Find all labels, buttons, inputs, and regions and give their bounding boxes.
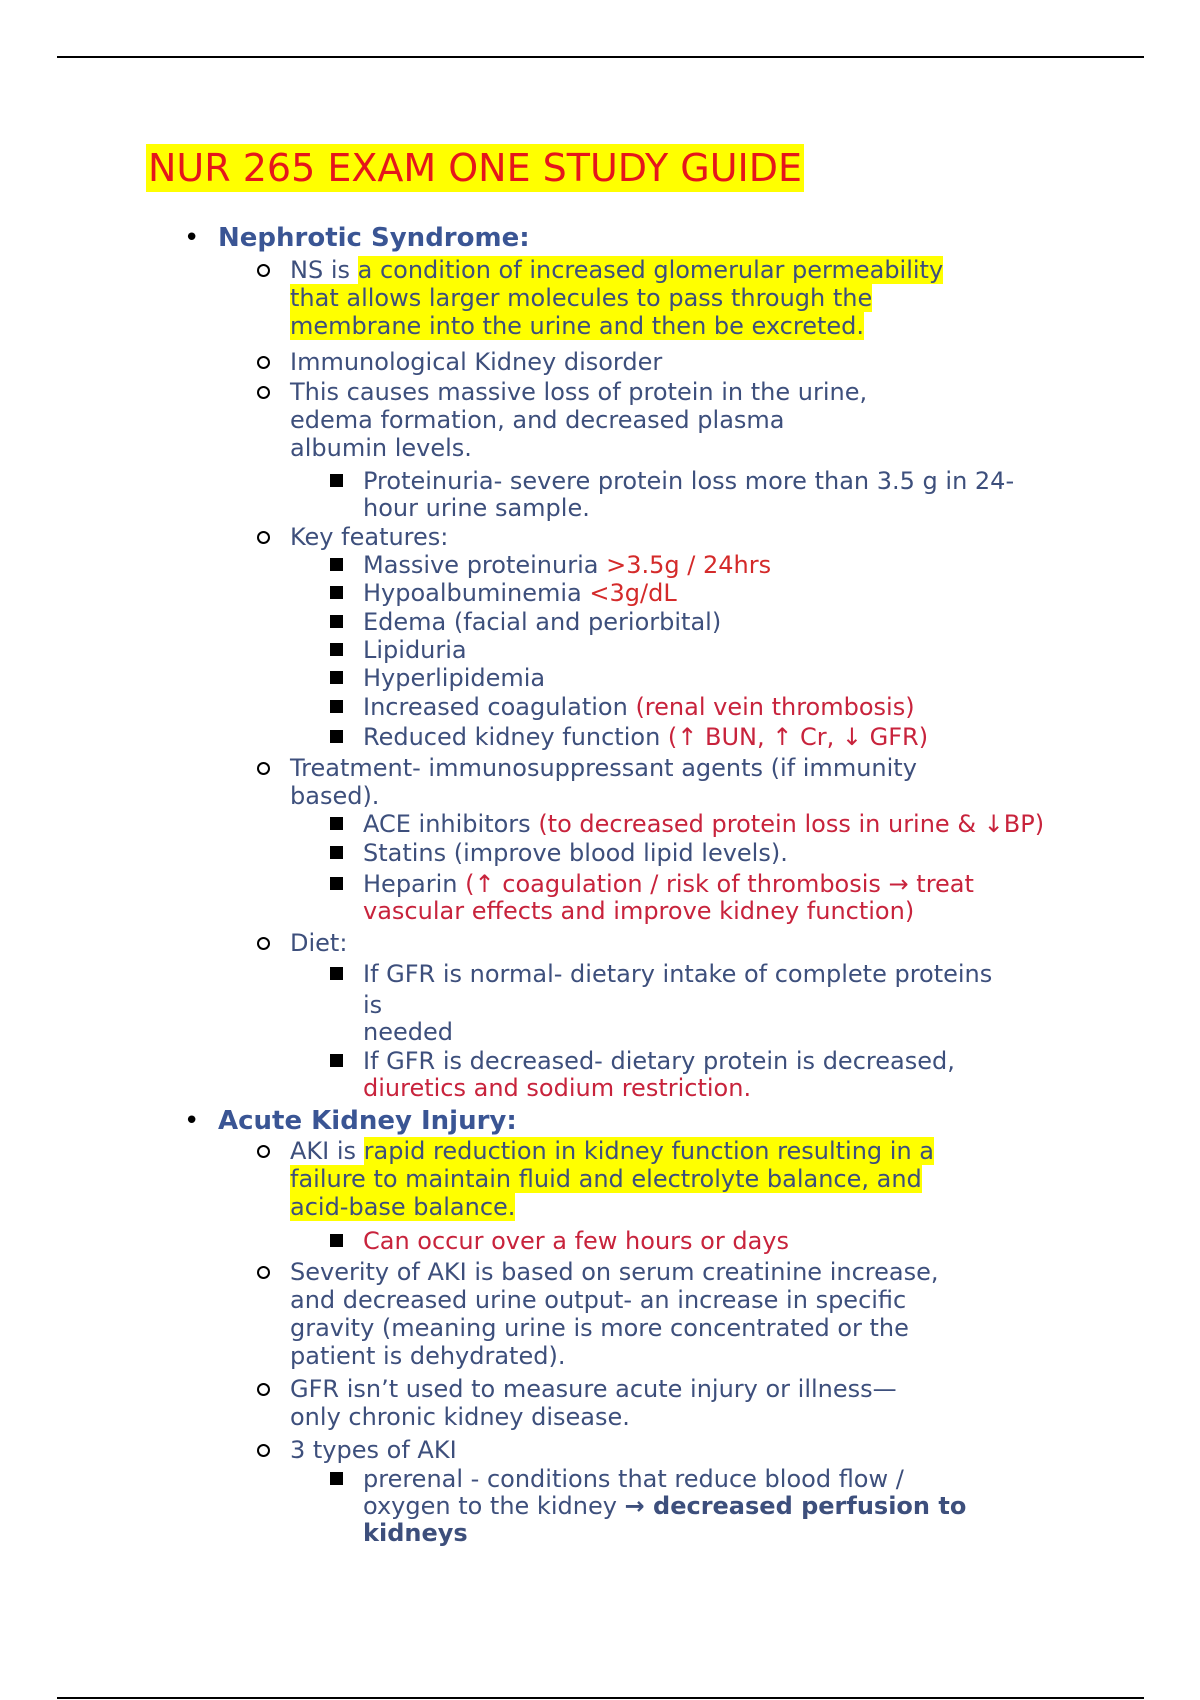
square-bullet-icon [330,1234,343,1247]
square-bullet-icon [330,1472,343,1485]
hollow-circle-bullet-icon [255,257,271,273]
square-bullet-icon [330,730,343,743]
ns-treatment: Treatment- immunosuppressant agents (if immunity based). [290,754,1090,810]
kf-edema: Edema (facial and periorbital) [363,609,1123,636]
ns-causes: This causes massive loss of protein in the urine, edema formation, and decreased plasma albumin levels. [290,378,1090,462]
treat-ace: ACE inhibitors (to decreased protein loss in urine & ↓BP) [363,811,1123,838]
square-bullet-icon [330,877,343,890]
square-bullet-icon [330,967,343,980]
ns-proteinuria: Proteinuria- severe protein loss more than 3.5 g in 24- hour urine sample. [363,468,1123,522]
kf-coagulation: Increased coagulation (renal vein thrombosis) [363,694,1123,721]
treat-heparin: Heparin (↑ coagulation / risk of thrombosis → treat vascular effects and improve kidney function) [363,871,1123,925]
square-bullet-icon [330,558,343,571]
kf-lipiduria: Lipiduria [363,637,1123,664]
hollow-circle-bullet-icon [255,379,271,395]
bottom-rule [57,1697,1144,1699]
top-rule [57,56,1144,58]
kf-hypoalbuminemia: Hypoalbuminemia <3g/dL [363,580,1123,607]
hollow-circle-bullet-icon [255,349,271,365]
aki-occur: Can occur over a few hours or days [363,1228,1123,1255]
section-heading-nephrotic: • Nephrotic Syndrome: [184,223,530,253]
kf-hyperlipidemia: Hyperlipidemia [363,665,1123,692]
bullet-icon: • [184,1106,200,1136]
aki-prerenal: prerenal - conditions that reduce blood flow / oxygen to the kidney → decreased perfusion to kidneys [363,1466,1123,1547]
square-bullet-icon [330,474,343,487]
square-bullet-icon [330,846,343,859]
square-bullet-icon [330,1054,343,1067]
ns-definition: NS is a condition of increased glomerular permeability that allows larger molecules to pass through the membrane into the urine and then be excreted. [290,256,1090,340]
square-bullet-icon [330,700,343,713]
aki-gfr: GFR isn’t used to measure acute injury or illness— only chronic kidney disease. [290,1375,1090,1431]
kf-proteinuria: Massive proteinuria >3.5g / 24hrs [363,552,1123,579]
square-bullet-icon [330,615,343,628]
square-bullet-icon [330,817,343,830]
aki-severity: Severity of AKI is based on serum creatinine increase, and decreased urine output- an increase in specific gravity (meaning urine is more concentrated or the patient is dehydrated). [290,1258,1090,1370]
hollow-circle-bullet-icon [255,1376,271,1392]
aki-definition: AKI is rapid reduction in kidney function resulting in a failure to maintain fluid and electrolyte balance, and acid-base balance. [290,1137,1090,1221]
hollow-circle-bullet-icon [255,524,271,540]
hollow-circle-bullet-icon [255,755,271,771]
diet-normal-gfr: If GFR is normal- dietary intake of complete proteins is needed [363,961,1123,1046]
ns-immunological: Immunological Kidney disorder [290,348,1090,376]
section-heading-aki: • Acute Kidney Injury: [184,1106,517,1136]
page-title: NUR 265 EXAM ONE STUDY GUIDE [148,146,803,190]
ns-diet: Diet: [290,929,1090,957]
bullet-icon: • [184,223,200,253]
kf-kidney-function: Reduced kidney function (↑ BUN, ↑ Cr, ↓ GFR) [363,724,1123,751]
square-bullet-icon [330,671,343,684]
ns-key-features: Key features: [290,523,1090,551]
treat-statins: Statins (improve blood lipid levels). [363,840,1123,867]
hollow-circle-bullet-icon [255,930,271,946]
diet-decreased-gfr: If GFR is decreased- dietary protein is decreased, diuretics and sodium restriction. [363,1048,1123,1102]
square-bullet-icon [330,643,343,656]
square-bullet-icon [330,586,343,599]
hollow-circle-bullet-icon [255,1437,271,1453]
hollow-circle-bullet-icon [255,1259,271,1275]
aki-types: 3 types of AKI [290,1436,1090,1464]
hollow-circle-bullet-icon [255,1138,271,1154]
